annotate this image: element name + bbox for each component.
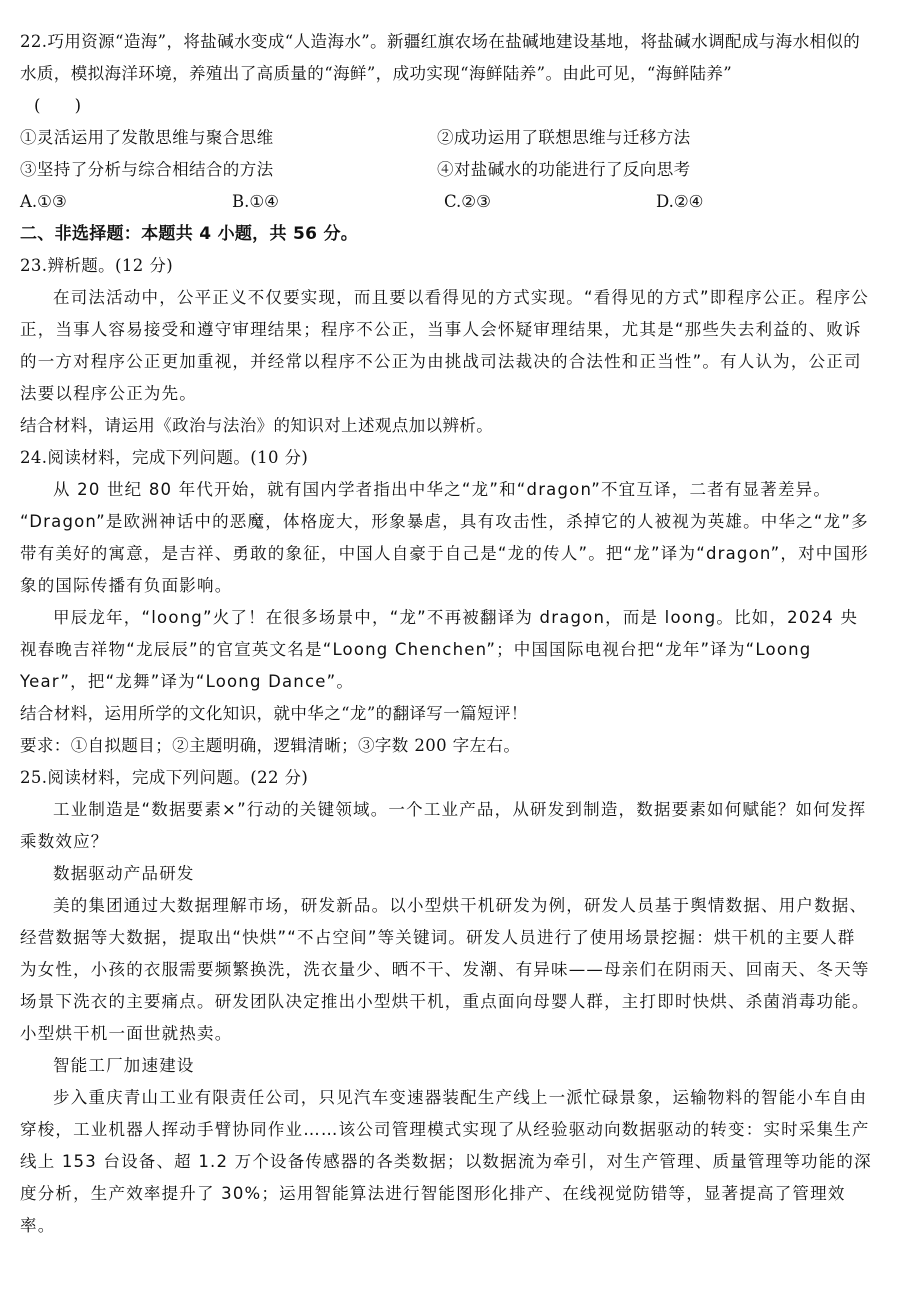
q22-option-4: ④对盐碱水的功能进行了反向思考 xyxy=(437,160,691,179)
q24-paragraph-2: “Dragon”是欧洲神话中的恶魔，体格庞大，形象暴虐，具有攻击性，杀掉它的人被视为英雄。中华之“龙”多带有美好的寓意，是吉祥、勇敢的象征，中国人自豪于自己是“龙的传人”。把“龙”译为“dragon”，对中国形象的国际传播有负面影响。 xyxy=(20,512,869,595)
q22-choice-c: C.②③ xyxy=(444,192,491,211)
q23-title: 23.辨析题。(12 分) xyxy=(20,256,174,275)
q22-choice-b: B.①④ xyxy=(232,192,279,211)
q25-intro: 工业制造是“数据要素×”行动的关键领域。一个工业产品，从研发到制造，数据要素如何赋能？如何发挥乘数效应？ xyxy=(20,800,867,851)
q25-paragraph-1: 美的集团通过大数据理解市场，研发新品。以小型烘干机研发为例，研发人员基于舆情数据、用户数据、经营数据等大数据，提取出“快烘”“不占空间”等关键词。研发人员进行了使用场景挖掘：烘干机的主要人群为女性，小孩的衣服需要频繁换洗，洗衣量少、晒不干、发潮、有异味——母亲们在阴雨天、回南天、冬天等场景下洗衣的主要痛点。研发团队决定推出小型烘干机，重点面向母婴人群，主打即时快烘、杀菌消毒功能。小型烘干机一面世就热卖。 xyxy=(20,896,870,1043)
q22-option-3: ③坚持了分析与综合相结合的方法 xyxy=(20,160,274,179)
q22-option-1: ①灵活运用了发散思维与聚合思维 xyxy=(20,128,274,147)
section-2-heading: 二、非选择题：本题共 4 小题，共 56 分。 xyxy=(20,224,359,244)
q24-paragraph-1: 从 20 世纪 80 年代开始，就有国内学者指出中华之“龙”和“dragon”不宜互译，二者有显著差异。 xyxy=(53,480,832,499)
q25-paragraph-2: 步入重庆青山工业有限责任公司，只见汽车变速器装配生产线上一派忙碌景象，运输物料的智能小车自由穿梭，工业机器人挥动手臂协同作业……该公司管理模式实现了从经验驱动向数据驱动的转变：实时采集生产线上 153 台设备、超 1.2 万个设备传感器的各类数据；以数据流为牵引，对生产管理、质量管理等功能的深度分析，生产效率提升了 30%；运用智能算法进行智能图形化排产、在线视觉防错等，显著提高了管理效率。 xyxy=(20,1088,872,1235)
q25-subheading-2: 智能工厂加速建设 xyxy=(53,1056,195,1075)
q23-material: 在司法活动中，公平正义不仅要实现，而且要以看得见的方式实现。“看得见的方式”即程序公正。程序公正，当事人容易接受和遵守审理结果；程序不公正，当事人会怀疑审理结果，尤其是“那些失去利益的、败诉的一方对程序公正更加重视，并经常以程序不公正为由挑战司法裁决的合法性和正当性”。有人认为，公正司法要以程序公正为先。 xyxy=(20,288,869,403)
q23-task: 结合材料，请运用《政治与法治》的知识对上述观点加以辨析。 xyxy=(20,416,494,435)
q24-title: 24.阅读材料，完成下列问题。(10 分) xyxy=(20,448,309,467)
q24-requirements: 要求：①自拟题目；②主题明确，逻辑清晰；③字数 200 字左右。 xyxy=(20,736,521,755)
q25-title: 25.阅读材料，完成下列问题。(22 分) xyxy=(20,768,309,787)
q22-options-row-2 xyxy=(20,154,872,186)
q24-paragraph-3: 甲辰龙年，“loong”火了！在很多场景中，“龙”不再被翻译为 dragon，而是 loong。比如，2024 央视春晚吉祥物“龙辰辰”的官宣英文名是“Loong Chenchen”；中国国际电视台把“龙年”译为“Loong Year”，把“龙舞”译为“Loong Dance”。 xyxy=(20,608,859,691)
q22-choice-d: D.②④ xyxy=(656,192,704,211)
q22-choices xyxy=(20,186,872,218)
q22-choice-a: A.①③ xyxy=(20,192,67,211)
q22-options-row-1 xyxy=(20,122,872,154)
q25-subheading-1: 数据驱动产品研发 xyxy=(53,864,195,883)
q22-stem: 22.巧用资源“造海”，将盐碱水变成“人造海水”。新疆红旗农场在盐碱地建设基地，将盐碱水调配成与海水相似的水质，模拟海洋环境，养殖出了高质量的“海鲜”，成功实现“海鲜陆养”。由此可见，“海鲜陆养” xyxy=(20,32,861,83)
q22-answer-blank: ( ) xyxy=(34,96,82,115)
q22-option-2: ②成功运用了联想思维与迁移方法 xyxy=(437,128,691,147)
q24-task: 结合材料，运用所学的文化知识，就中华之“龙”的翻译写一篇短评！ xyxy=(20,704,528,723)
